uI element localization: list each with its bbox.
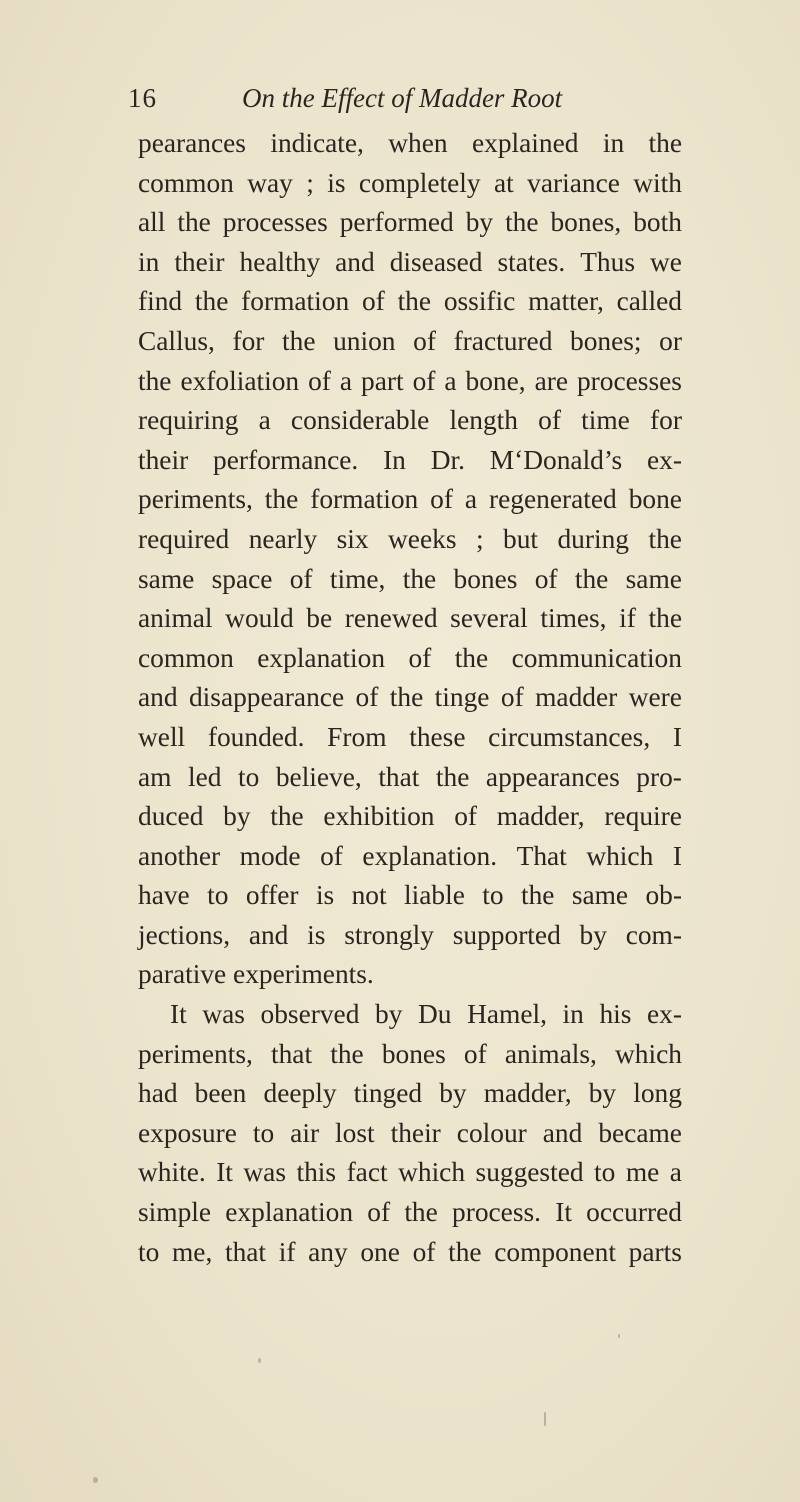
text-line: duced by the exhibition of madder, require xyxy=(138,801,682,832)
paper-speck xyxy=(544,1412,546,1426)
text-line: required nearly six weeks ; but during the xyxy=(138,523,682,554)
text-line: simple explanation of the process. It occurred xyxy=(138,1197,682,1228)
text-line: to me, that if any one of the component parts xyxy=(138,1236,682,1267)
text-line: pearances indicate, when explained in the xyxy=(138,128,682,158)
paper-speck xyxy=(618,1334,620,1338)
text-line: parative experiments. xyxy=(138,959,374,990)
text-line: Callus, for the union of fractured bones; or xyxy=(138,325,682,356)
running-head xyxy=(128,78,688,118)
text-line: animal would be renewed several times, if the xyxy=(138,603,682,634)
text-line: periments, the formation of a regenerated bone xyxy=(138,484,682,515)
text-line: well founded. From these circumstances, I xyxy=(138,721,682,752)
text-line: have to offer is not liable to the same ob- xyxy=(138,880,682,911)
text-line: had been deeply tinged by madder, by long xyxy=(138,1078,682,1109)
text-line: another mode of explanation. That which I xyxy=(138,840,682,871)
text-line: jections, and is strongly supported by com- xyxy=(138,919,682,950)
body-text xyxy=(138,124,682,1272)
page-number: 16 xyxy=(128,83,157,113)
text-line: common way ; is completely at variance with xyxy=(138,167,682,198)
text-line: It was observed by Du Hamel, in his ex- xyxy=(170,999,682,1030)
running-title: On the Effect of Madder Root xyxy=(242,83,563,113)
paper-speck xyxy=(93,1477,98,1483)
text-line: white. It was this fact which suggested to me a xyxy=(138,1157,682,1188)
paper-speck xyxy=(258,1358,261,1363)
text-line: all the processes performed by the bones, both xyxy=(138,207,682,238)
text-line: find the formation of the ossific matter, called xyxy=(138,286,682,317)
text-line: exposure to air lost their colour and became xyxy=(138,1117,682,1148)
text-line: and disappearance of the tinge of madder were xyxy=(138,682,682,713)
text-line: periments, that the bones of animals, which xyxy=(138,1038,682,1069)
text-line: requiring a considerable length of time for xyxy=(138,405,682,436)
text-line: am led to believe, that the appearances pro- xyxy=(138,761,682,792)
text-line: their performance. In Dr. M‘Donald’s ex- xyxy=(138,444,682,475)
text-line: in their healthy and diseased states. Thus we xyxy=(138,246,682,277)
text-line: the exfoliation of a part of a bone, are processes xyxy=(138,365,682,396)
text-line: same space of time, the bones of the same xyxy=(138,563,682,594)
text-line: common explanation of the communication xyxy=(138,642,682,673)
